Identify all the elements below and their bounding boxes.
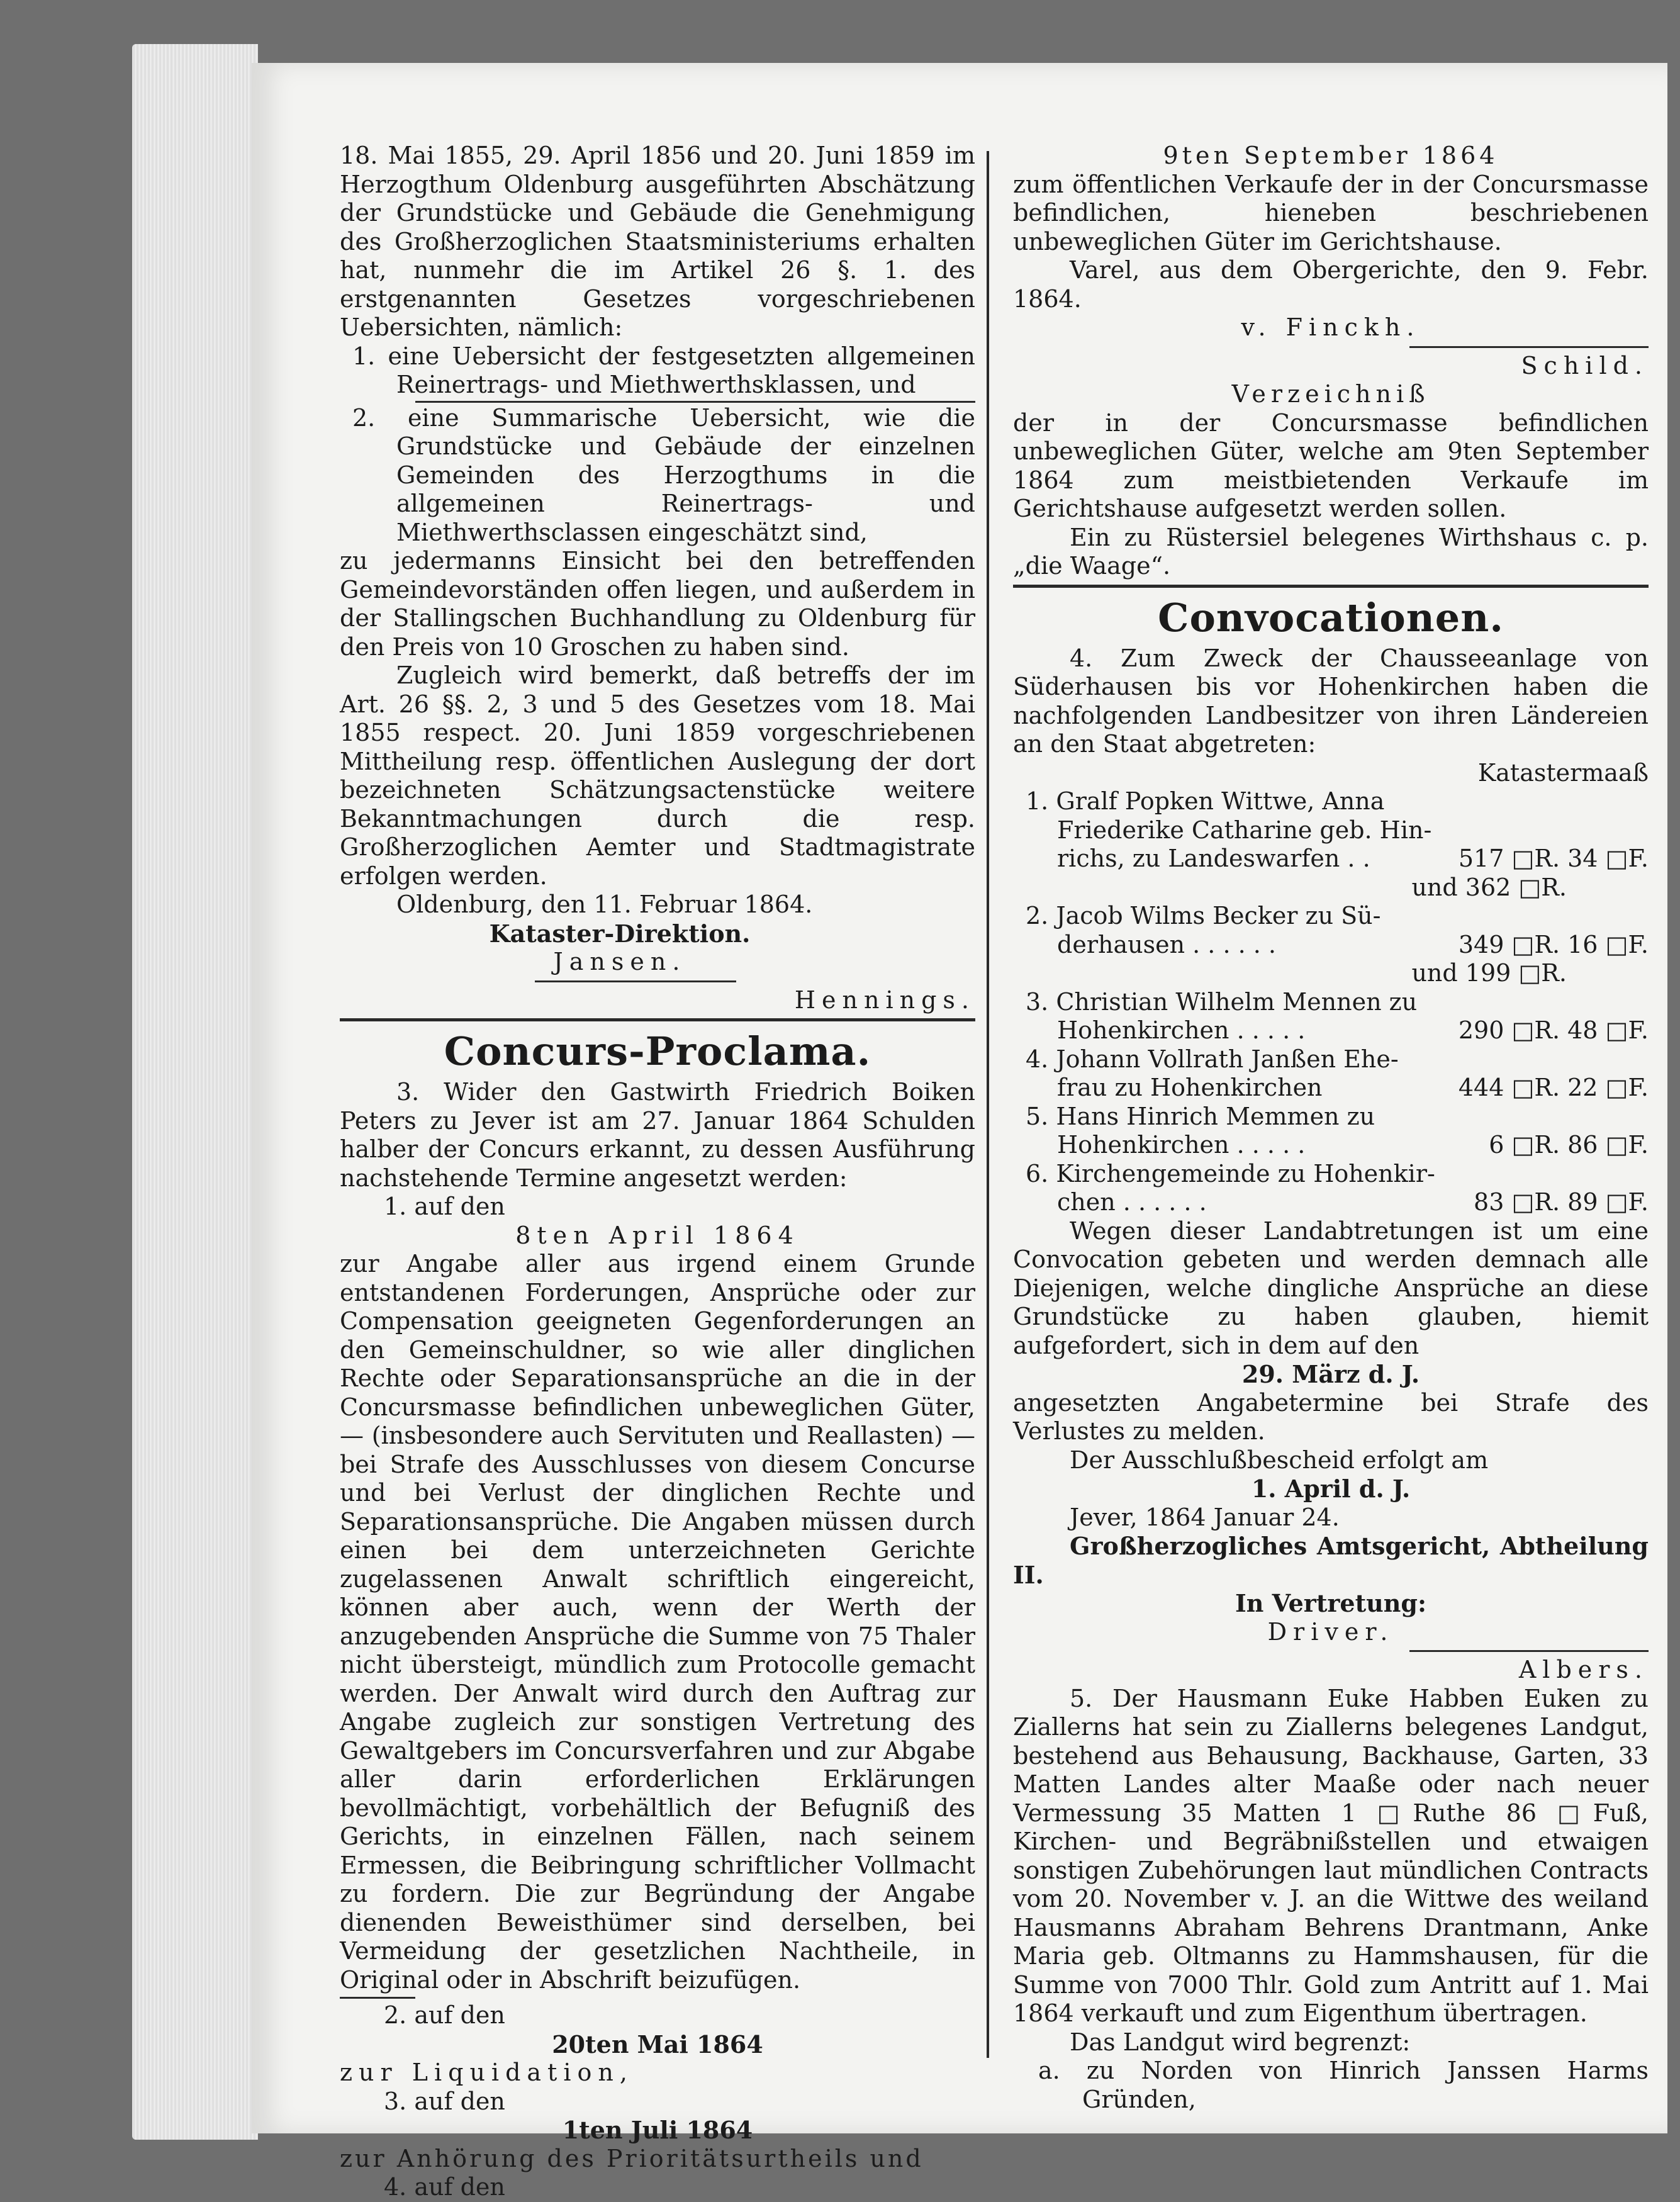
row-value: 517 □R. 34 □F. — [1458, 845, 1649, 872]
term-label: 2. auf den — [384, 2001, 505, 2029]
vertretung-label: In Vertretung: — [1235, 1589, 1426, 1617]
date-line: Jever, 1864 Januar 24. — [1070, 1503, 1340, 1531]
term-date: 20ten Mai 1864 — [552, 2030, 763, 2059]
term-date: 1ten Juli 1864 — [562, 2116, 753, 2144]
column-header: Katastermaaß — [1477, 758, 1649, 787]
paragraph: Wegen dieser Landabtretungen ist um eine Convocation gebeten und werden demnach alle Diejenigen, welche dingliche Ansprüche an diese Grundstücke zu haben glauben, hiemit aufgefordert, sich in dem auf den — [1013, 1216, 1649, 1359]
list-item: a. zu Norden von Hinrich Janssen Harms Gründen, — [1038, 2057, 1649, 2113]
term-date: 29. März d. J. — [1241, 1360, 1420, 1388]
divider — [1409, 346, 1649, 348]
date-line: Varel, aus dem Obergerichte, den 9. Febr. 1864. — [1013, 256, 1649, 313]
signature: Albers. — [1518, 1656, 1649, 1683]
term-date: 1. April d. J. — [1251, 1475, 1411, 1503]
signature: Hennings. — [794, 986, 975, 1014]
row-label: Friederike Catharine geb. Hin- — [1057, 816, 1432, 844]
term-label: 4. auf den — [384, 2173, 505, 2201]
row-label: derhausen . . . . . . — [1057, 930, 1276, 958]
divider — [340, 1997, 415, 1999]
signature: Schild. — [1521, 351, 1649, 379]
divider — [1409, 1650, 1649, 1652]
date-line: Oldenburg, den 11. Februar 1864. — [396, 890, 813, 918]
section-heading: Concurs-Proclama. — [444, 1028, 871, 1074]
paragraph: Zugleich wird bemerkt, daß betreffs der im Art. 26 §§. 2, 3 und 5 des Gesetzes vom 18. Mai 1855 respect. 20. Juni 1859 vorgeschriebenen Mittheilung resp. öffentlichen Auslegung der dort bezeichneten Schätzungsactenstücke weitere Bekanntmachungen durch die resp. Großherzoglichen Aemter und Stadtmagistrate erfolgen werden. — [340, 661, 975, 890]
signature: Jansen. — [553, 948, 686, 975]
book-page-edges — [132, 44, 258, 2140]
term-label: 1. auf den — [384, 1193, 505, 1220]
row-label: 1. Gralf Popken Wittwe, Anna — [1026, 787, 1385, 815]
divider — [415, 401, 975, 403]
table-row — [1013, 902, 1649, 988]
term-label: 3. auf den — [384, 2087, 505, 2115]
row-label: 3. Christian Wilhelm Mennen zu — [1026, 987, 1418, 1016]
row-label: chen . . . . . . — [1057, 1188, 1207, 1216]
paragraph: zu jedermanns Einsicht bei den betreffenden Gemeindevorständen offen liegen, und außerdem in der Stallingschen Buchhandlung zu Oldenburg für den Preis von 10 Groschen zu haben sind. — [340, 547, 975, 661]
row-value: 290 □R. 48 □F. — [1458, 1016, 1649, 1044]
row-label: 2. Jacob Wilms Becker zu Sü- — [1026, 902, 1381, 930]
row-extra-value: und 199 □R. — [1411, 959, 1567, 987]
term-date: 9ten September 1864 — [1163, 142, 1499, 169]
newspaper-page — [252, 63, 1667, 2201]
section-divider — [1013, 585, 1649, 588]
row-label: Hohenkirchen . . . . . — [1057, 1016, 1306, 1044]
paragraph: zum öffentlichen Verkaufe der in der Concursmasse befindlichen, hieneben beschriebenen unbeweglichen Güter im Gerichtshause. — [1013, 170, 1649, 256]
table-row — [1013, 988, 1649, 1045]
paragraph: 5. Der Hausmann Euke Habben Euken zu Ziallerns hat sein zu Ziallerns belegenes Landgut, bestehend aus Behausung, Backhause, Garten, 33 Matten Landes alter Maaße oder nach neuer Vermessung 35 Matten 1 □Ruthe 86 □Fuß, Kirchen- und Begräbnißstellen und etwaigen sonstigen Zubehörungen laut mündlichen Contracts vom 20. November v. J. an die Wittwe des weiland Hausmanns Abraham Behrens Drantmann, Anke Maria geb. Oltmanns zu Hammshausen, für die Summe von 7000 Thlr. Gold zum Antritt auf 1. Mai 1864 verkauft und zum Eigenthum übertragen. — [1013, 1684, 1649, 2027]
term-date: 8ten April 1864 — [515, 1221, 800, 1249]
divider — [535, 980, 736, 982]
signature: Driver. — [1267, 1617, 1394, 1646]
row-label: 4. Johann Vollrath Janßen Ehe- — [1026, 1045, 1399, 1073]
column-divider — [987, 151, 989, 2058]
paragraph: angesetzten Angabetermine bei Strafe des Verlustes zu melden. — [1013, 1388, 1649, 1445]
row-value: 349 □R. 16 □F. — [1458, 930, 1649, 958]
table-row — [1013, 1160, 1649, 1217]
row-label: 6. Kirchengemeinde zu Hohenkir- — [1026, 1159, 1435, 1188]
list-title: Verzeichniß — [1231, 380, 1430, 408]
table-row — [1013, 787, 1649, 902]
intro-paragraph: 18. Mai 1855, 29. April 1856 und 20. Juni 1859 im Herzogthum Oldenburg ausgeführten Abschätzung der Grundstücke und Gebäude die Genehmigung des Großherzoglichen Staatsministeriums erhalten hat, nunmehr die im Artikel 26 §. 1. des erstgenannten Gesetzes vorgeschriebenen Uebersichten, nämlich: — [340, 142, 975, 341]
land-table — [1013, 787, 1649, 1217]
row-extra-value: und 362 □R. — [1411, 873, 1567, 901]
row-label: 5. Hans Hinrich Memmen zu — [1026, 1102, 1375, 1130]
left-column — [340, 142, 975, 2202]
court-name: Großherzogliches Amtsgericht, Abtheilung II. — [1013, 1532, 1649, 1589]
table-row — [1013, 1103, 1649, 1160]
term-text: zur Anhörung des Prioritätsurtheils und — [340, 2144, 924, 2172]
row-label: frau zu Hohenkirchen — [1057, 1074, 1323, 1101]
row-label: richs, zu Landeswarfen . . — [1057, 845, 1370, 872]
paragraph: zur Angabe aller aus irgend einem Grunde entstandenen Forderungen, Ansprüche oder zur Compensation geeigneten Gegenforderungen an den Gemeinschuldner, so wie aller dinglichen Rechte oder Separationsansprüche an die in der Concursmasse befindlichen unbeweglichen Güter, — (insbesondere auch Servituten und Reallasten) — bei Strafe des Ausschlusses von diesem Concurse und bei Verlust der dinglichen Rechte und Separationsansprüche. Die Angaben müssen durch einen bei dem unterzeichneten Gerichte zugelassenen Anwalt schriftlich eingereicht, können aber auch, wenn der Werth der anzugebenden Ansprüche die Summe von 75 Thaler nicht übersteigt, mündlich zum Protocolle gemacht werden. Der Anwalt wird durch den Auftrag zur Angabe zugleich zur sonstigen Vertretung des Gewaltgebers im Concursverfahren und zur Abgabe aller darin erforderlichen Erklärungen bevollmächtigt, vorbehältlich der Befugniß des Gerichts, in einzelnen Fällen, nach seinem Ermessen, die Beibringung schriftlicher Vollmacht zu fordern. Die zur Begründung der Angabe dienenden Beweisthümer sind derselben, bei Vermeidung der gesetzlichen Nachtheile, in Original oder in Abschrift beizufügen. — [340, 1250, 975, 1994]
signature: v. Finckh. — [1241, 313, 1421, 341]
term-text: zur Liquidation, — [340, 2059, 634, 2086]
row-value: 83 □R. 89 □F. — [1474, 1188, 1649, 1216]
paragraph: Ein zu Rüstersiel belegenes Wirthshaus c. p. „die Waage“. — [1013, 523, 1649, 580]
paragraph: Das Landgut wird begrenzt: — [1070, 2028, 1411, 2056]
section-heading: Convocationen. — [1158, 594, 1504, 641]
list-item: 1. eine Uebersicht der festgesetzten allgemeinen Reinertrags- und Miethwerthsklassen, und — [352, 342, 975, 398]
paragraph: 3. Wider den Gastwirth Friedrich Boiken Peters zu Jever ist am 27. Januar 1864 Schulden halber der Concurs erkannt, zu dessen Ausführung nachstehende Termine angesetzt werden: — [340, 1078, 975, 1192]
paragraph: der in der Concursmasse befindlichen unbeweglichen Güter, welche am 9ten September 1864 zum meistbietenden Verkaufe im Gerichtshause aufgesetzt werden sollen. — [1013, 408, 1649, 522]
row-value: 6 □R. 86 □F. — [1489, 1131, 1649, 1159]
list-item: 2. eine Summarische Uebersicht, wie die Grundstücke und Gebäude der einzelnen Gemeinden des Herzogthums in die allgemeinen Reinertrags- und Miethwerthsclassen eingeschätzt sind, — [352, 403, 975, 546]
row-value: 444 □R. 22 □F. — [1458, 1074, 1649, 1101]
section-divider — [340, 1018, 975, 1021]
paragraph: 4. Zum Zweck der Chausseeanlage von Süderhausen bis vor Hohenkirchen haben die nachfolgenden Landbesitzer von ihren Ländereien an den Staat abgetreten: — [1013, 644, 1649, 758]
office-name: Kataster-Direktion. — [489, 919, 751, 948]
table-row — [1013, 1045, 1649, 1103]
row-label: Hohenkirchen . . . . . — [1057, 1131, 1306, 1159]
paragraph: Der Ausschlußbescheid erfolgt am — [1070, 1446, 1489, 1474]
right-column — [1013, 142, 1649, 2114]
